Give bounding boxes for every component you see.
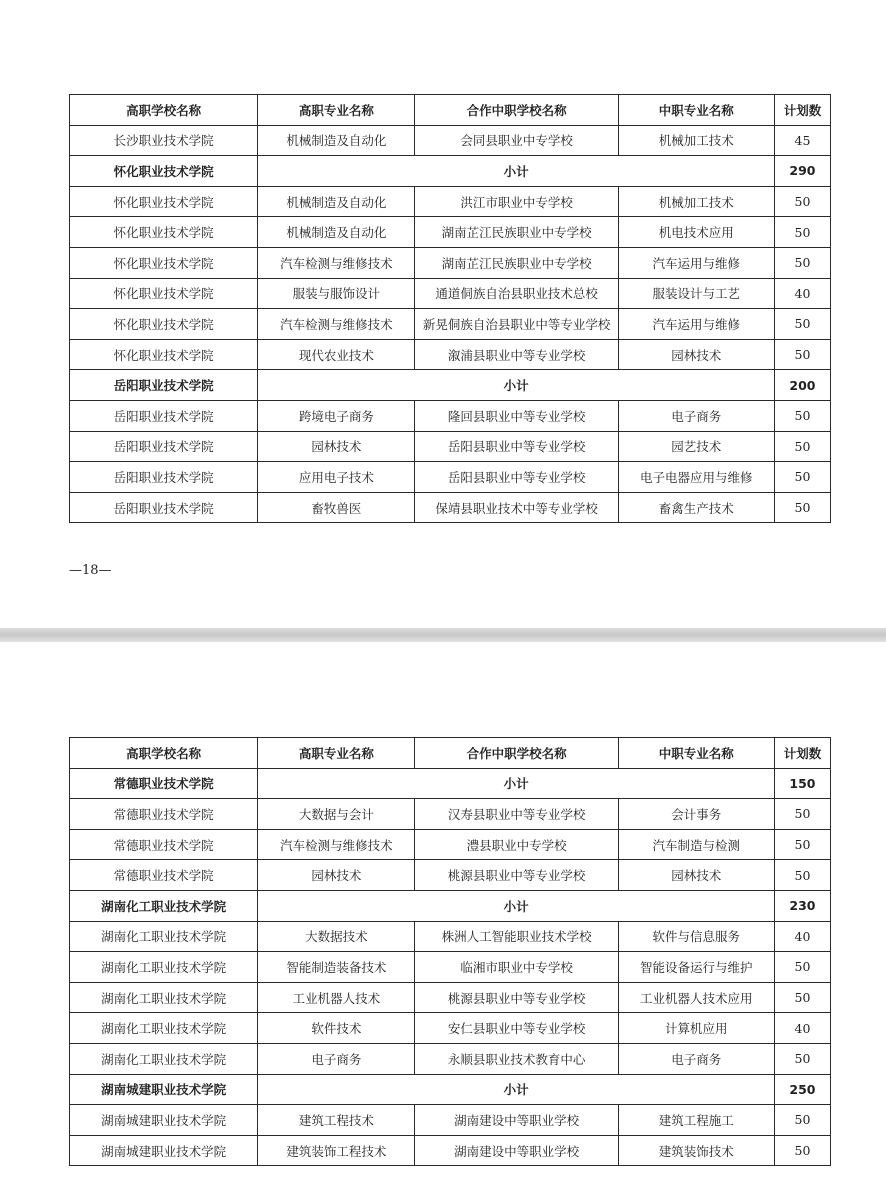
cell-plan-count: 45 (774, 125, 830, 156)
cell-partner-secondary-school: 通道侗族自治县职业技术总校 (415, 278, 618, 309)
cell-secondary-major: 汽车运用与维修 (618, 309, 774, 340)
cell-partner-secondary-school: 湖南芷江民族职业中专学校 (415, 217, 618, 248)
table-row (70, 186, 831, 217)
header-partner-secondary-school: 合作中职学校名称 (415, 95, 618, 126)
subtotal-total: 250 (774, 1074, 830, 1105)
cell-secondary-major: 汽车运用与维修 (618, 247, 774, 278)
header-plan-count: 计划数 (774, 738, 830, 769)
cell-partner-secondary-school: 隆回县职业中等专业学校 (415, 400, 618, 431)
cell-secondary-major: 计算机应用 (618, 1013, 774, 1044)
subtotal-row (70, 768, 831, 799)
cell-vocational-major: 汽车检测与维修技术 (258, 829, 415, 860)
subtotal-school: 常德职业技术学院 (70, 768, 258, 799)
subtotal-label: 小计 (258, 370, 775, 401)
cell-plan-count: 50 (774, 247, 830, 278)
table-row (70, 492, 831, 523)
subtotal-total: 290 (774, 156, 830, 187)
cell-partner-secondary-school: 洪江市职业中专学校 (415, 186, 618, 217)
cell-vocational-college: 岳阳职业技术学院 (70, 400, 258, 431)
cell-vocational-college: 岳阳职业技术学院 (70, 492, 258, 523)
cell-secondary-major: 建筑装饰技术 (618, 1135, 774, 1166)
cell-vocational-college: 怀化职业技术学院 (70, 309, 258, 340)
cell-plan-count: 50 (774, 309, 830, 340)
cell-vocational-college: 湖南化工职业技术学院 (70, 921, 258, 952)
table-row (70, 952, 831, 983)
cell-vocational-major: 机械制造及自动化 (258, 125, 415, 156)
header-vocational-major: 高职专业名称 (258, 738, 415, 769)
cell-partner-secondary-school: 湖南建设中等职业学校 (415, 1135, 618, 1166)
cell-partner-secondary-school: 会同县职业中专学校 (415, 125, 618, 156)
subtotal-school: 湖南化工职业技术学院 (70, 890, 258, 921)
table-row (70, 278, 831, 309)
subtotal-row (70, 1074, 831, 1105)
cell-partner-secondary-school: 桃源县职业中等专业学校 (415, 860, 618, 891)
table-row (70, 247, 831, 278)
cell-partner-secondary-school: 澧县职业中专学校 (415, 829, 618, 860)
cell-vocational-major: 建筑工程技术 (258, 1105, 415, 1136)
cell-plan-count: 40 (774, 1013, 830, 1044)
header-secondary-major: 中职专业名称 (618, 738, 774, 769)
table-row (70, 1135, 831, 1166)
cell-secondary-major: 电子商务 (618, 1043, 774, 1074)
cell-secondary-major: 电子电器应用与维修 (618, 462, 774, 493)
cell-secondary-major: 机械加工技术 (618, 125, 774, 156)
cell-vocational-major: 畜牧兽医 (258, 492, 415, 523)
cell-vocational-college: 岳阳职业技术学院 (70, 431, 258, 462)
header-partner-secondary-school: 合作中职学校名称 (415, 738, 618, 769)
table-row (70, 217, 831, 248)
subtotal-total: 200 (774, 370, 830, 401)
cell-vocational-major: 机械制造及自动化 (258, 186, 415, 217)
cell-partner-secondary-school: 湖南建设中等职业学校 (415, 1105, 618, 1136)
cell-partner-secondary-school: 新晃侗族自治县职业中等专业学校 (415, 309, 618, 340)
cell-secondary-major: 机电技术应用 (618, 217, 774, 248)
cell-secondary-major: 电子商务 (618, 400, 774, 431)
table-row (70, 125, 831, 156)
table-row (70, 921, 831, 952)
document-page-19 (0, 642, 886, 1190)
cell-vocational-major: 机械制造及自动化 (258, 217, 415, 248)
cell-plan-count: 50 (774, 339, 830, 370)
subtotal-label: 小计 (258, 156, 775, 187)
header-plan-count: 计划数 (774, 95, 830, 126)
table-row (70, 400, 831, 431)
page-number: —18— (69, 563, 112, 578)
header-secondary-major: 中职专业名称 (618, 95, 774, 126)
cell-plan-count: 50 (774, 431, 830, 462)
subtotal-school: 湖南城建职业技术学院 (70, 1074, 258, 1105)
table-header-row (70, 738, 831, 769)
cell-vocational-major: 建筑装饰工程技术 (258, 1135, 415, 1166)
header-vocational-college: 高职学校名称 (70, 95, 258, 126)
cell-plan-count: 40 (774, 921, 830, 952)
cell-plan-count: 50 (774, 1105, 830, 1136)
table-row (70, 1043, 831, 1074)
cell-secondary-major: 园林技术 (618, 860, 774, 891)
cell-plan-count: 50 (774, 400, 830, 431)
table-row (70, 339, 831, 370)
cell-secondary-major: 建筑工程施工 (618, 1105, 774, 1136)
cell-vocational-major: 大数据与会计 (258, 799, 415, 830)
cell-plan-count: 50 (774, 1135, 830, 1166)
subtotal-row (70, 890, 831, 921)
cell-partner-secondary-school: 汉寿县职业中等专业学校 (415, 799, 618, 830)
cell-vocational-college: 怀化职业技术学院 (70, 339, 258, 370)
cell-plan-count: 50 (774, 799, 830, 830)
cell-partner-secondary-school: 岳阳县职业中等专业学校 (415, 462, 618, 493)
cell-vocational-college: 怀化职业技术学院 (70, 217, 258, 248)
cell-plan-count: 50 (774, 1043, 830, 1074)
subtotal-label: 小计 (258, 768, 775, 799)
subtotal-row (70, 156, 831, 187)
cell-vocational-college: 常德职业技术学院 (70, 829, 258, 860)
cell-secondary-major: 汽车制造与检测 (618, 829, 774, 860)
page-separator (0, 628, 886, 642)
cell-secondary-major: 畜禽生产技术 (618, 492, 774, 523)
subtotal-label: 小计 (258, 890, 775, 921)
cell-partner-secondary-school: 永顺县职业技术教育中心 (415, 1043, 618, 1074)
cell-vocational-major: 软件技术 (258, 1013, 415, 1044)
cell-vocational-major: 现代农业技术 (258, 339, 415, 370)
cell-plan-count: 40 (774, 278, 830, 309)
cell-secondary-major: 软件与信息服务 (618, 921, 774, 952)
cell-vocational-college: 湖南化工职业技术学院 (70, 982, 258, 1013)
subtotal-row (70, 370, 831, 401)
cell-vocational-college: 常德职业技术学院 (70, 860, 258, 891)
cell-partner-secondary-school: 岳阳县职业中等专业学校 (415, 431, 618, 462)
header-vocational-major: 高职专业名称 (258, 95, 415, 126)
enrollment-plan-table-page-2 (69, 737, 831, 1166)
cell-partner-secondary-school: 溆浦县职业中等专业学校 (415, 339, 618, 370)
cell-vocational-college: 湖南城建职业技术学院 (70, 1135, 258, 1166)
cell-plan-count: 50 (774, 462, 830, 493)
cell-vocational-major: 智能制造装备技术 (258, 952, 415, 983)
table-row (70, 462, 831, 493)
cell-vocational-college: 怀化职业技术学院 (70, 186, 258, 217)
table-row (70, 982, 831, 1013)
subtotal-total: 150 (774, 768, 830, 799)
cell-vocational-college: 湖南化工职业技术学院 (70, 1043, 258, 1074)
cell-secondary-major: 园艺技术 (618, 431, 774, 462)
cell-partner-secondary-school: 湖南芷江民族职业中专学校 (415, 247, 618, 278)
table-header-row (70, 95, 831, 126)
cell-vocational-college: 湖南城建职业技术学院 (70, 1105, 258, 1136)
cell-plan-count: 50 (774, 982, 830, 1013)
cell-plan-count: 50 (774, 492, 830, 523)
cell-secondary-major: 服装设计与工艺 (618, 278, 774, 309)
cell-secondary-major: 智能设备运行与维护 (618, 952, 774, 983)
cell-partner-secondary-school: 桃源县职业中等专业学校 (415, 982, 618, 1013)
cell-vocational-college: 常德职业技术学院 (70, 799, 258, 830)
cell-vocational-major: 汽车检测与维修技术 (258, 247, 415, 278)
cell-vocational-major: 汽车检测与维修技术 (258, 309, 415, 340)
cell-plan-count: 50 (774, 860, 830, 891)
cell-partner-secondary-school: 保靖县职业技术中等专业学校 (415, 492, 618, 523)
cell-vocational-major: 应用电子技术 (258, 462, 415, 493)
cell-secondary-major: 会计事务 (618, 799, 774, 830)
cell-plan-count: 50 (774, 186, 830, 217)
enrollment-plan-table-page-1 (69, 94, 831, 523)
table-row (70, 829, 831, 860)
cell-vocational-college: 湖南化工职业技术学院 (70, 1013, 258, 1044)
cell-vocational-college: 怀化职业技术学院 (70, 247, 258, 278)
table-row (70, 309, 831, 340)
table-row (70, 1105, 831, 1136)
cell-vocational-major: 工业机器人技术 (258, 982, 415, 1013)
cell-plan-count: 50 (774, 217, 830, 248)
cell-partner-secondary-school: 临湘市职业中专学校 (415, 952, 618, 983)
cell-secondary-major: 工业机器人技术应用 (618, 982, 774, 1013)
cell-vocational-major: 服装与服饰设计 (258, 278, 415, 309)
cell-vocational-major: 跨境电子商务 (258, 400, 415, 431)
cell-vocational-major: 园林技术 (258, 860, 415, 891)
cell-vocational-major: 电子商务 (258, 1043, 415, 1074)
table-row (70, 860, 831, 891)
table-row (70, 1013, 831, 1044)
cell-partner-secondary-school: 株洲人工智能职业技术学校 (415, 921, 618, 952)
cell-plan-count: 50 (774, 952, 830, 983)
subtotal-school: 岳阳职业技术学院 (70, 370, 258, 401)
cell-partner-secondary-school: 安仁县职业中等专业学校 (415, 1013, 618, 1044)
cell-vocational-college: 怀化职业技术学院 (70, 278, 258, 309)
cell-plan-count: 50 (774, 829, 830, 860)
cell-vocational-college: 长沙职业技术学院 (70, 125, 258, 156)
subtotal-total: 230 (774, 890, 830, 921)
cell-vocational-major: 大数据技术 (258, 921, 415, 952)
subtotal-label: 小计 (258, 1074, 775, 1105)
cell-secondary-major: 园林技术 (618, 339, 774, 370)
cell-vocational-college: 湖南化工职业技术学院 (70, 952, 258, 983)
cell-secondary-major: 机械加工技术 (618, 186, 774, 217)
cell-vocational-major: 园林技术 (258, 431, 415, 462)
subtotal-school: 怀化职业技术学院 (70, 156, 258, 187)
header-vocational-college: 高职学校名称 (70, 738, 258, 769)
cell-vocational-college: 岳阳职业技术学院 (70, 462, 258, 493)
table-row (70, 799, 831, 830)
table-row (70, 431, 831, 462)
